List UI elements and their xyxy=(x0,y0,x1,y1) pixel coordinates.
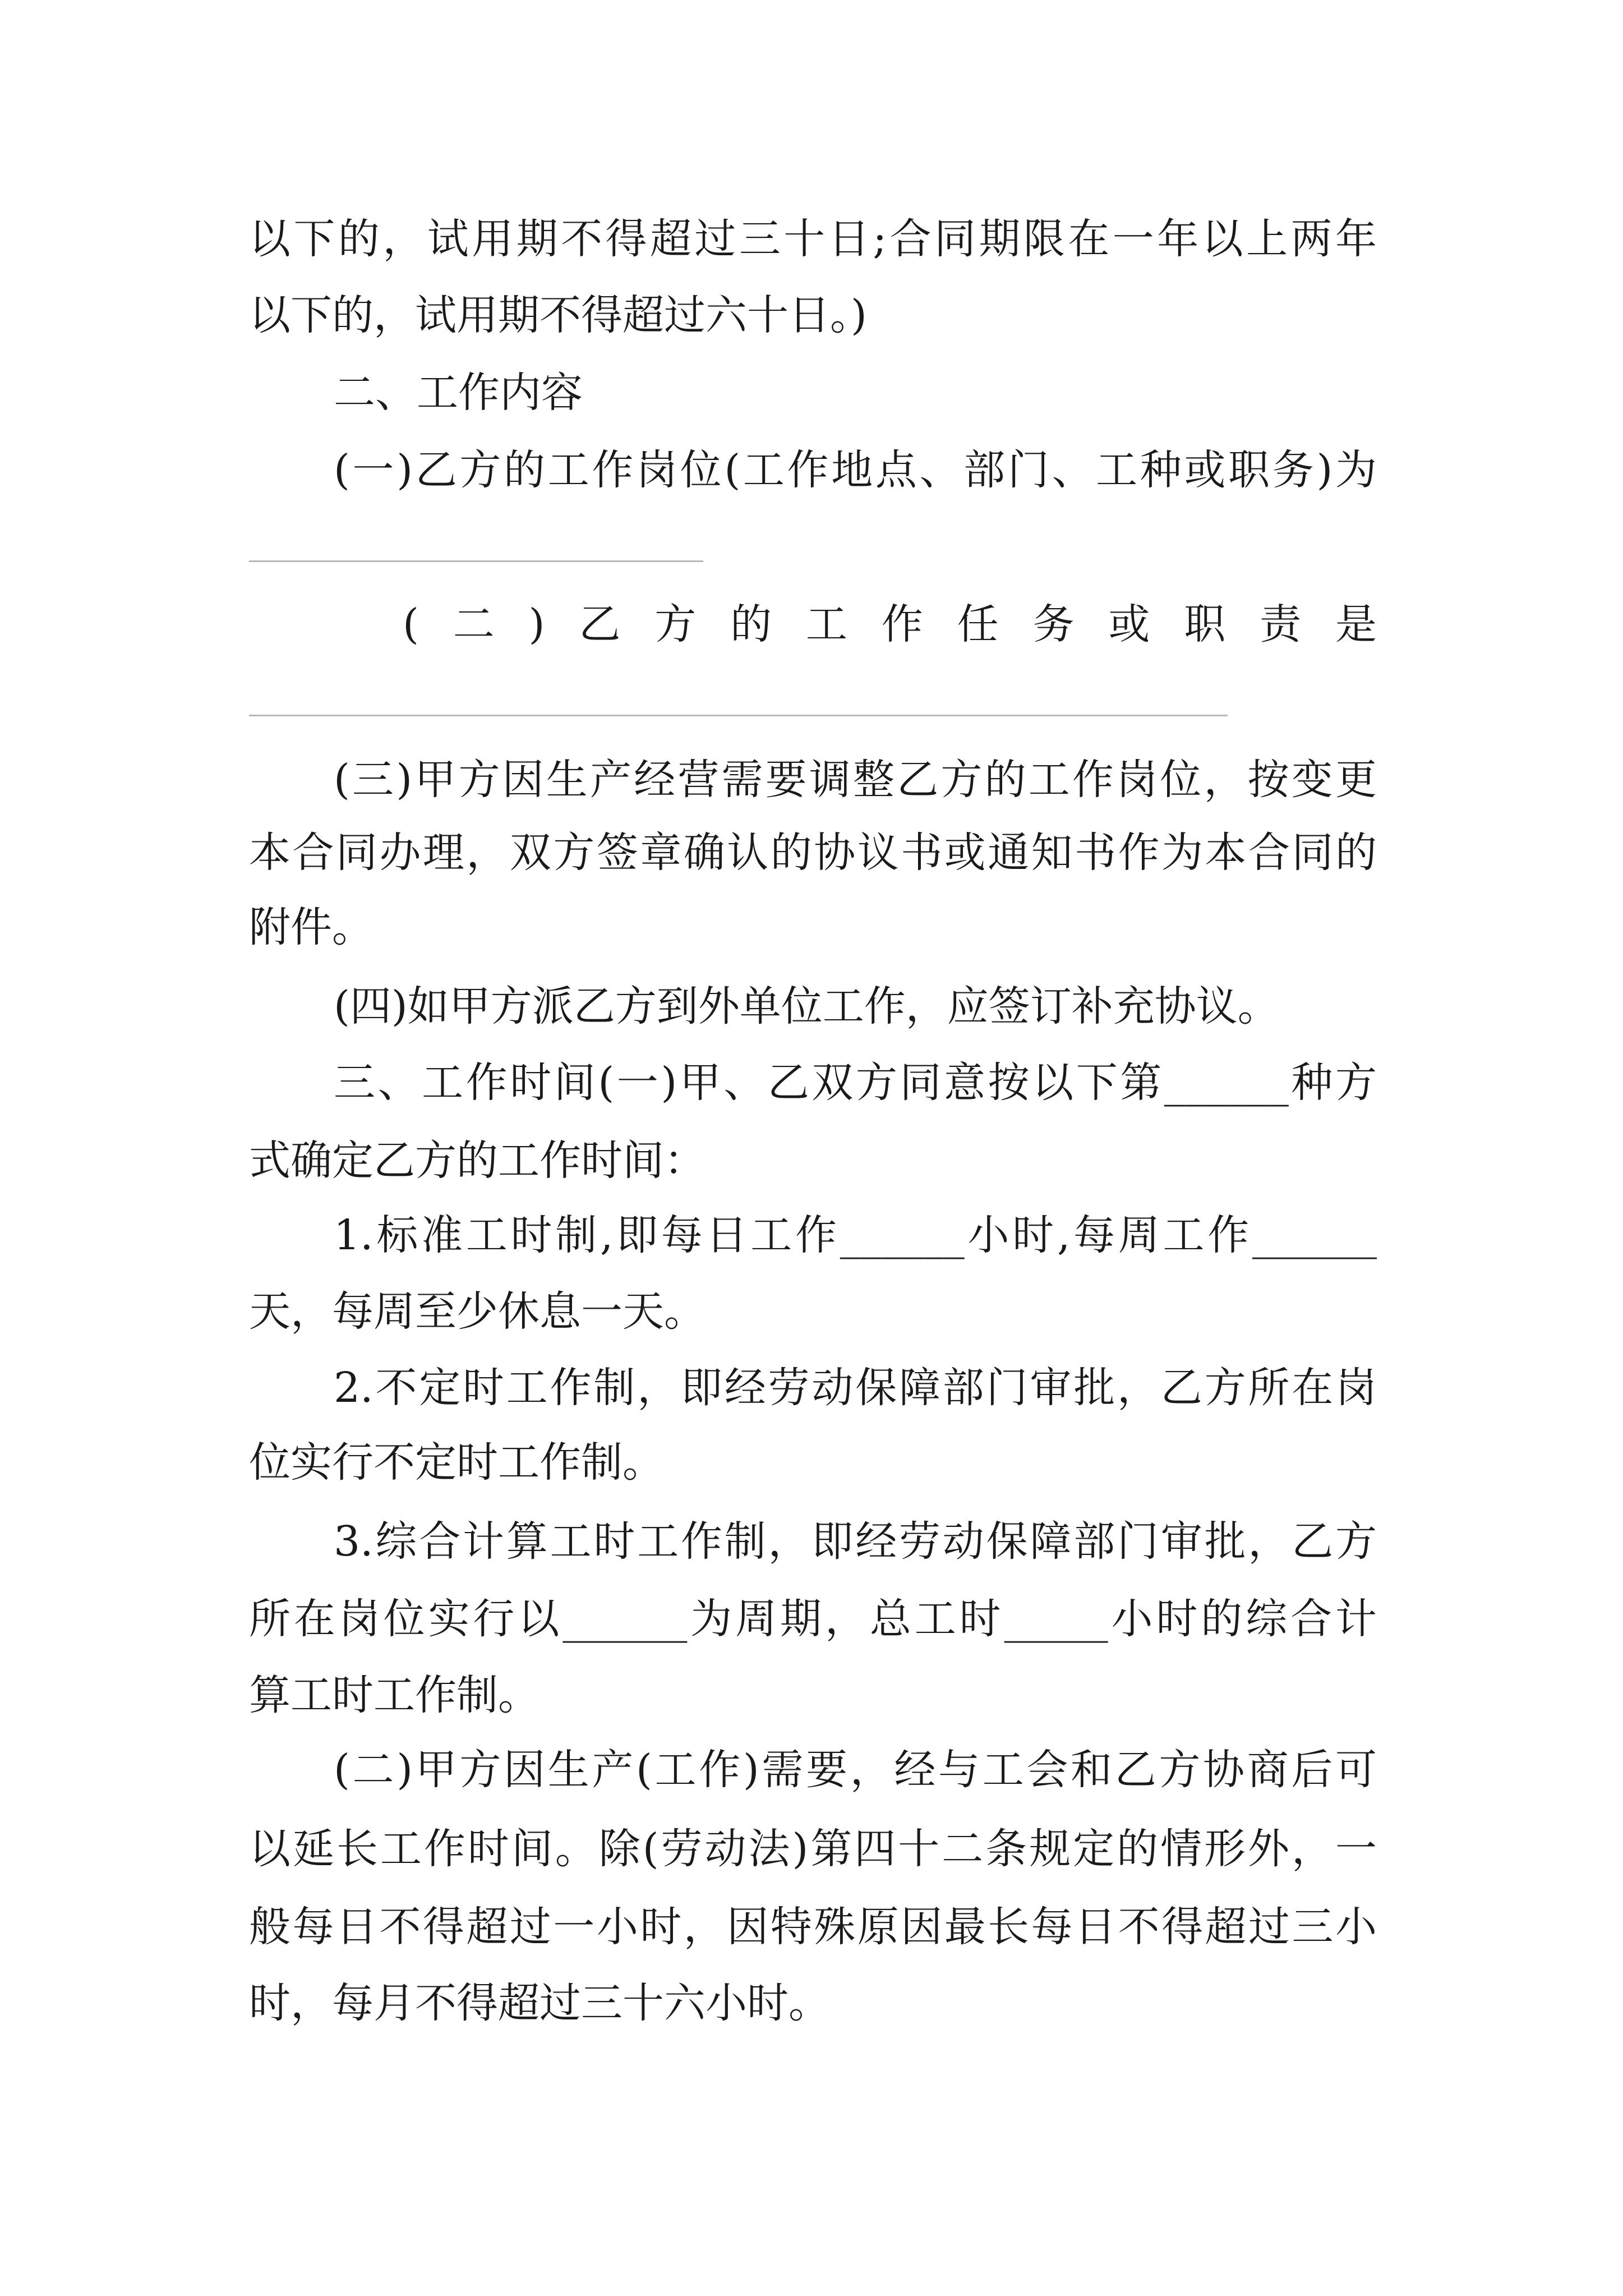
text-line: 1.标准工时制,即每日工作______小时,每周工作______ xyxy=(334,1211,1377,1259)
text-line: 所在岗位实行以______为周期，总工时_____小时的综合计 xyxy=(249,1595,1377,1643)
text-line: (二)甲方因生产(工作)需要，经与工会和乙方协商后可 xyxy=(334,1746,1377,1794)
section-heading: 三、工作时间(一)甲、乙双方同意按以下第______种方 xyxy=(334,1059,1377,1107)
text-line: 以下的，试用期不得超过六十日。) xyxy=(249,291,867,339)
text-line: 式确定乙方的工作时间： xyxy=(249,1137,706,1185)
section-heading: 二、工作内容 xyxy=(334,369,583,417)
text-line: 以下的，试用期不得超过三十日;合同期限在一年以上两年 xyxy=(249,215,1377,263)
text-line: 2.不定时工作制，即经劳动保障部门审批，乙方所在岗 xyxy=(334,1364,1377,1412)
text-line: 算工时工作制。 xyxy=(249,1671,540,1719)
text-line: (四)如甲方派乙方到外单位工作，应签订补充协议。 xyxy=(334,982,1279,1030)
text-line: 时，每月不得超过三十六小时。 xyxy=(249,1979,830,2027)
text-line: 般每日不得超过一小时，因特殊原因最长每日不得超过三小 xyxy=(249,1903,1377,1951)
text-line: (一)乙方的工作岗位(工作地点、部门、工种或职务)为 xyxy=(334,446,1377,494)
text-line: 位实行不定时工作制。 xyxy=(249,1438,664,1487)
text-line: (二)乙方的工作任务或职责是 xyxy=(403,600,1377,648)
text-line: 天，每周至少休息一天。 xyxy=(249,1287,706,1336)
text-line: 以延长工作时间。除(劳动法)第四十二条规定的情形外，一 xyxy=(249,1825,1377,1873)
fill-in-blank-line xyxy=(249,715,1228,716)
text-line: 本合同办理，双方签章确认的协议书或通知书作为本合同的 xyxy=(249,829,1377,877)
text-line: 附件。 xyxy=(249,903,374,951)
text-line: 3.综合计算工时工作制，即经劳动保障部门审批，乙方 xyxy=(334,1517,1377,1566)
text-line: (三)甲方因生产经营需要调整乙方的工作岗位，按变更 xyxy=(334,756,1377,804)
fill-in-blank-line xyxy=(249,560,703,562)
